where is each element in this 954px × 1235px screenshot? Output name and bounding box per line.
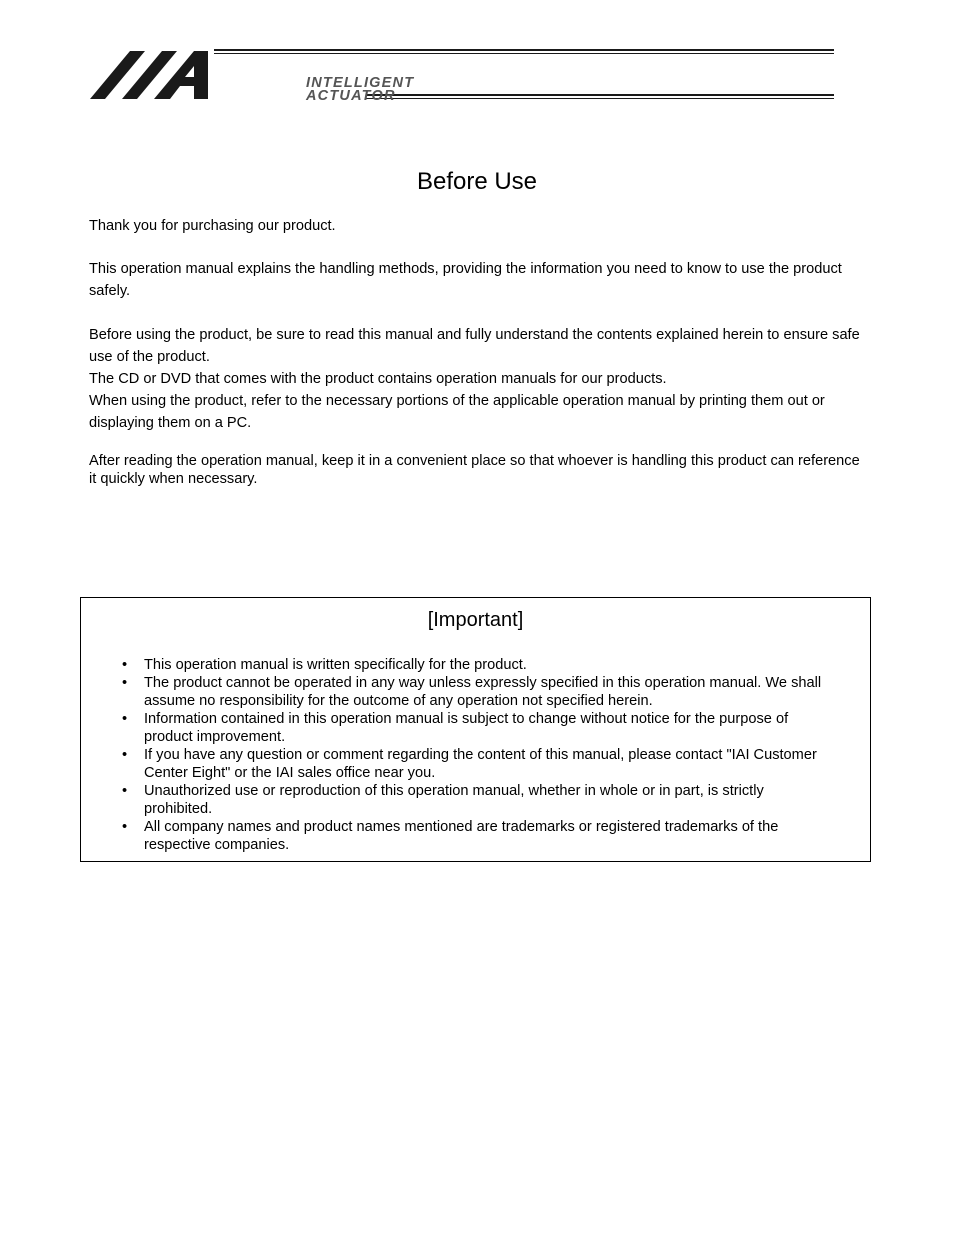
bullet-icon: •: [122, 819, 128, 835]
list-item-text: If you have any question or comment regarding the content of this manual, please contact "IAI Customer Center Eight" or the IAI sales office near you.: [144, 747, 817, 781]
intro-paragraph-2: This operation manual explains the handling methods, providing the information you need to know to use the product safely.: [89, 261, 842, 299]
logo-text-intelligent: INTELLIGENT: [306, 75, 415, 91]
iai-logo-mark: [88, 46, 838, 102]
company-logo: [88, 46, 838, 102]
list-item-text: This operation manual is written specifically for the product.: [144, 657, 527, 673]
intro-paragraph-1: Thank you for purchasing our product.: [89, 218, 336, 234]
important-list: [120, 656, 835, 854]
intro-paragraph-3: [89, 324, 869, 434]
list-item-text: The product cannot be operated in any way unless expressly specified in this operation manual. We shall assume no responsibility for the outcome of any operation not specified herein.: [144, 675, 822, 709]
list-item: [120, 674, 835, 710]
list-item-text: Unauthorized use or reproduction of this operation manual, whether in whole or in part, is strictly prohibited.: [144, 783, 764, 817]
intro-paragraph-3-line-1: Before using the product, be sure to read this manual and fully understand the contents explained herein to ensure safe use of the product.: [89, 327, 860, 365]
list-item-text: All company names and product names mentioned are trademarks or registered trademarks of the respective companies.: [144, 819, 779, 853]
page-title: Before Use: [416, 168, 538, 195]
list-item: [120, 710, 835, 746]
bullet-icon: •: [122, 711, 128, 727]
list-item-text: Information contained in this operation manual is subject to change without notice for the purpose of product improvement.: [144, 711, 789, 745]
list-item: [120, 782, 835, 818]
bullet-icon: •: [122, 675, 128, 691]
list-item: [120, 746, 835, 782]
logo-text-actuator: ACTUATOR: [306, 88, 396, 104]
intro-paragraph-4: After reading the operation manual, keep it in a convenient place so that whoever is handling this product can reference it quickly when necessary.: [89, 453, 860, 487]
list-item: [120, 656, 835, 674]
list-item: [120, 818, 835, 854]
bullet-icon: •: [122, 657, 128, 673]
bullet-icon: •: [122, 783, 128, 799]
intro-paragraph-3-line-3: When using the product, refer to the necessary portions of the applicable operation manual by printing them out or displaying them on a PC.: [89, 393, 825, 431]
important-title: [Important]: [427, 609, 524, 631]
intro-paragraph-3-line-2: The CD or DVD that comes with the product contains operation manuals for our products.: [89, 371, 667, 387]
bullet-icon: •: [122, 747, 128, 763]
